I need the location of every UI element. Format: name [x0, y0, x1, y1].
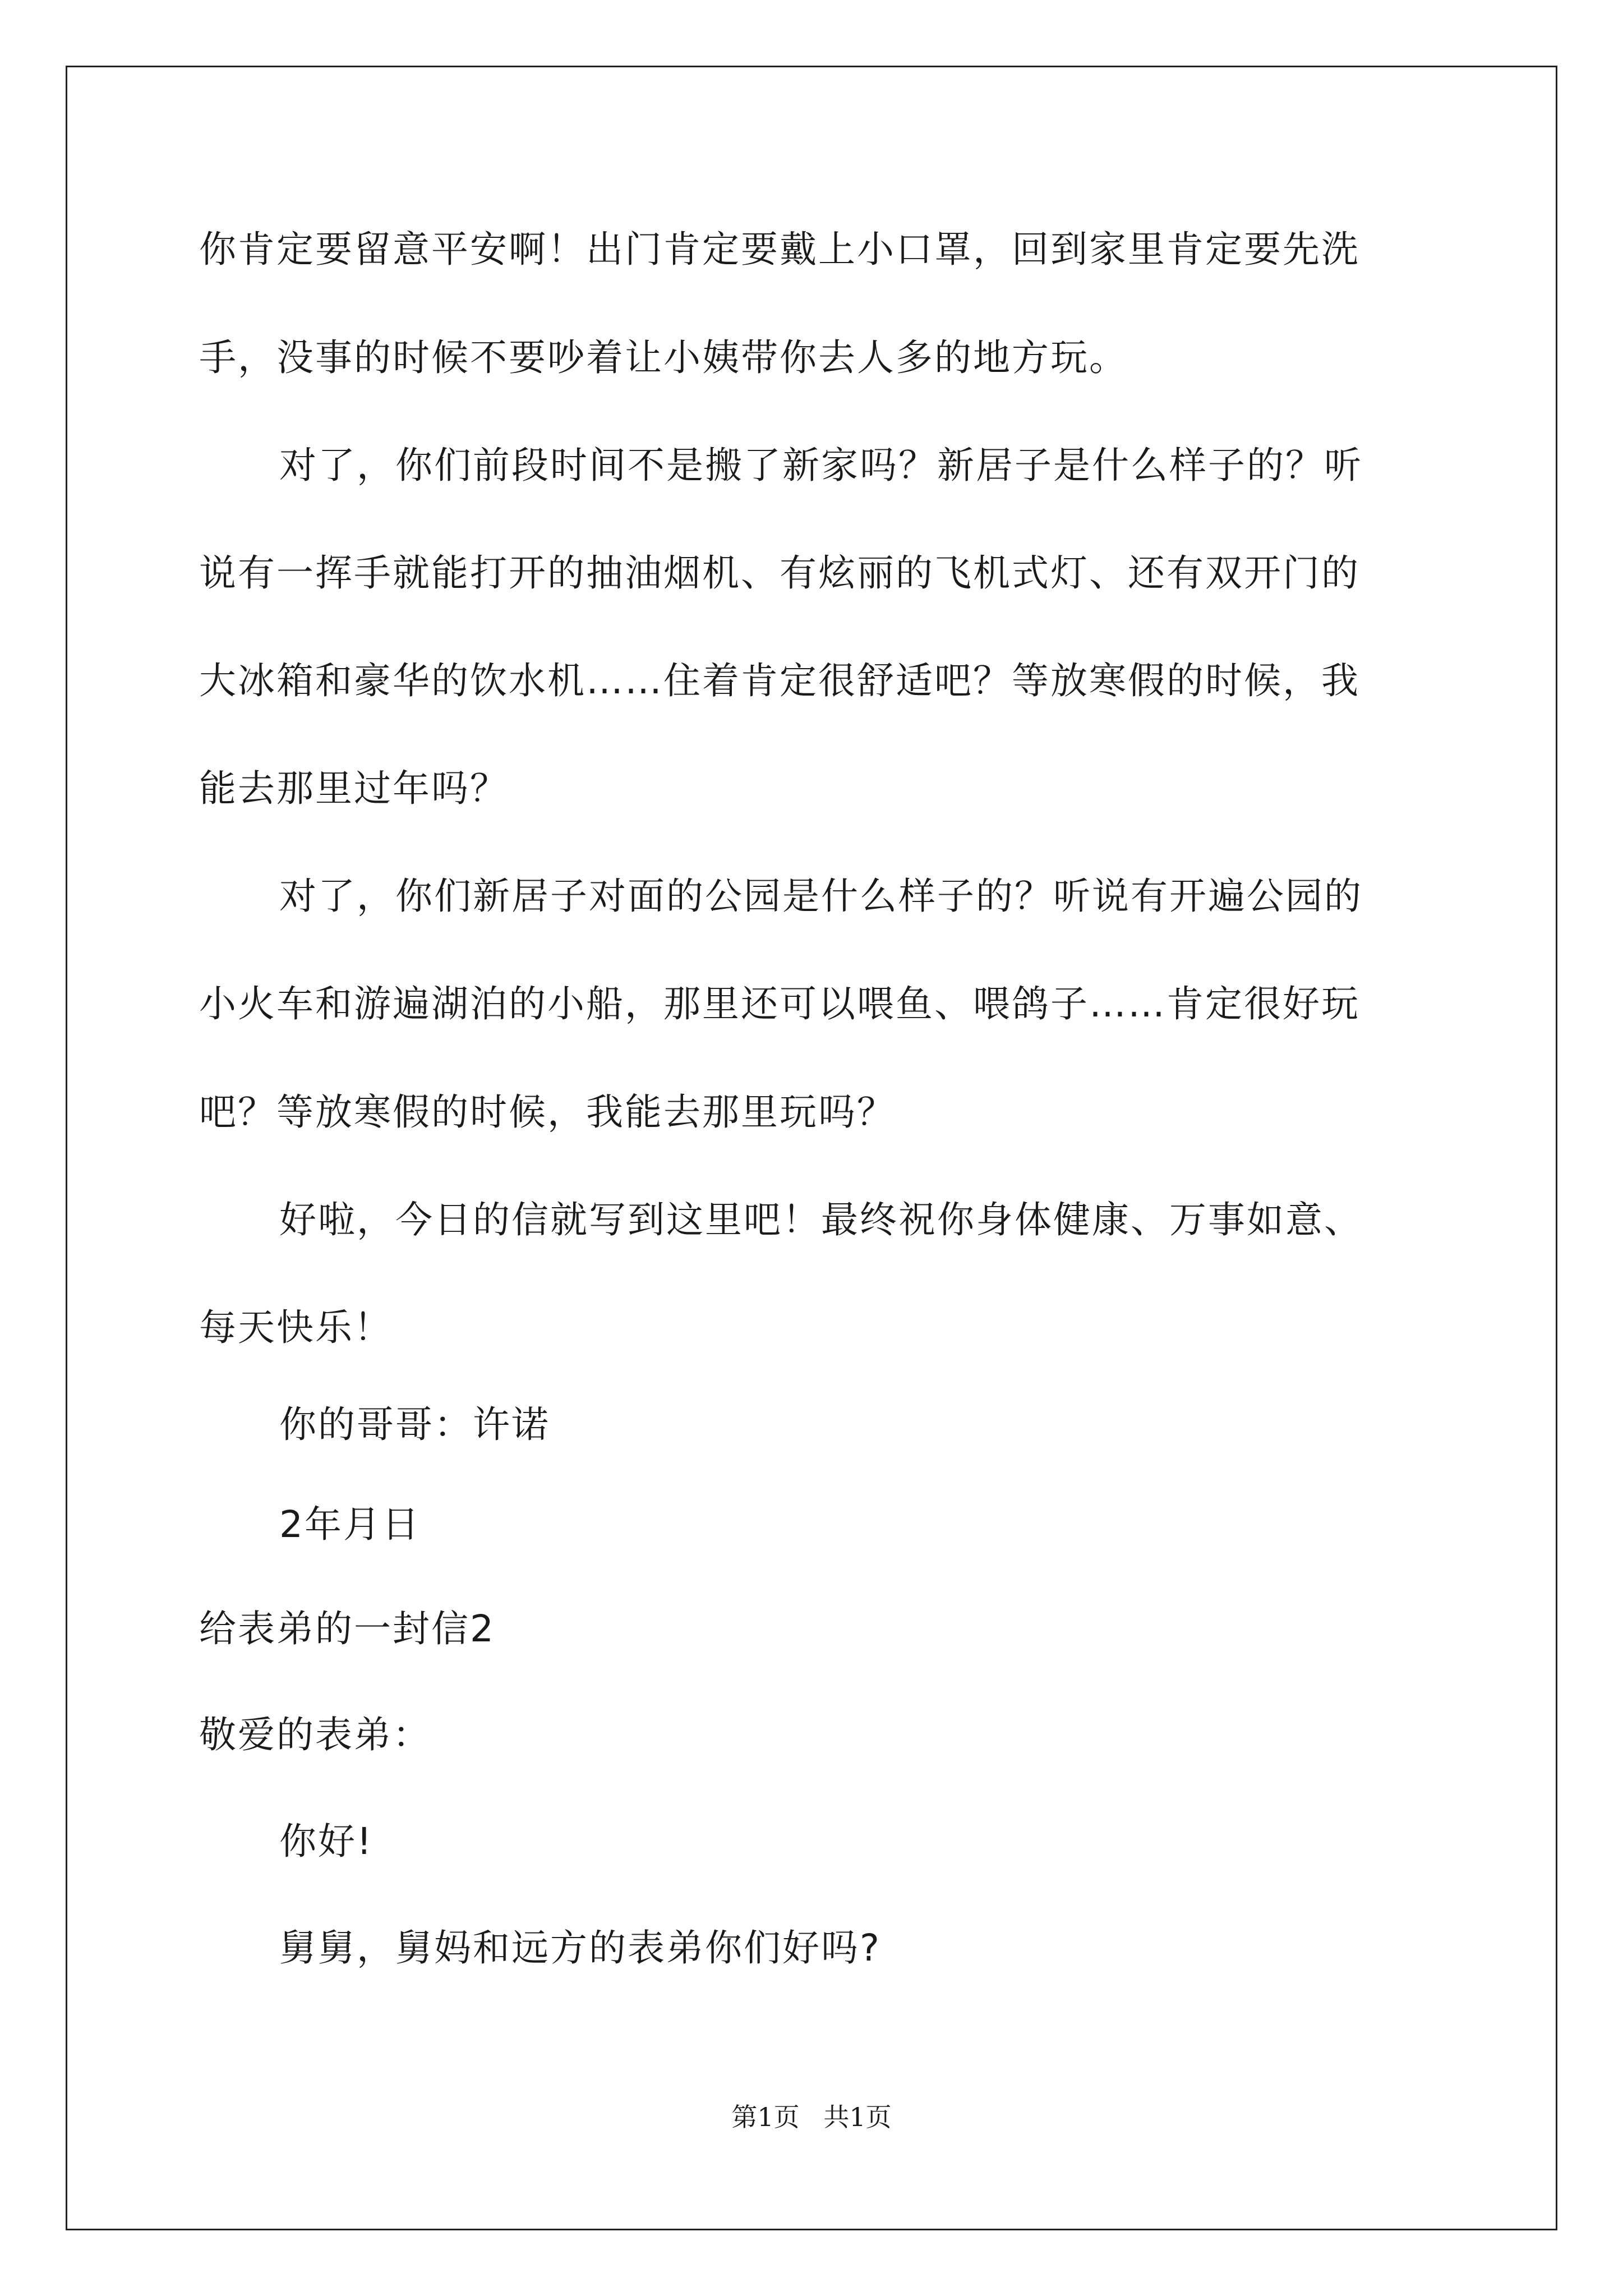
date-line: 2年月日	[279, 1503, 421, 1546]
page-border	[66, 66, 1557, 2230]
body-line: 你肯定要留意平安啊！出门肯定要戴上小口罩，回到家里肯定要先洗	[199, 228, 1360, 271]
body-line: 小火车和游遍湖泊的小船，那里还可以喂鱼、喂鸽子……肯定很好玩	[199, 982, 1360, 1025]
page-total: 共1页	[823, 2102, 892, 2132]
body-line: 每天快乐！	[199, 1306, 393, 1349]
greeting: 你好!	[279, 1820, 374, 1863]
paragraph-line: 对了，你们前段时间不是搬了新家吗？新居子是什么样子的？听	[279, 444, 1363, 487]
body-line: 说有一挥手就能打开的抽油烟机、有炫丽的飞机式灯、还有双开门的	[199, 551, 1360, 595]
body-line: 吧？等放寒假的时候，我能去那里玩吗？	[199, 1091, 896, 1134]
letter-title: 给表弟的一封信2	[199, 1607, 495, 1650]
signature-line: 你的哥哥：许诺	[279, 1403, 550, 1446]
body-line: 能去那里过年吗？	[199, 767, 509, 810]
salutation: 敬爱的表弟：	[199, 1713, 431, 1756]
paragraph-line: 好啦，今日的信就写到这里吧！最终祝你身体健康、万事如意、	[279, 1198, 1363, 1241]
page-footer	[0, 2097, 1623, 2134]
paragraph-line: 对了，你们新居子对面的公园是什么样子的？听说有开遍公园的	[279, 875, 1363, 918]
page-number: 第1页	[731, 2102, 800, 2132]
body-line: 大冰箱和豪华的饮水机……住着肯定很舒适吧？等放寒假的时候，我	[199, 659, 1360, 702]
body-line: 手，没事的时候不要吵着让小姨带你去人多的地方玩。	[199, 336, 1128, 379]
paragraph-line: 舅舅，舅妈和远方的表弟你们好吗?	[279, 1926, 882, 1970]
